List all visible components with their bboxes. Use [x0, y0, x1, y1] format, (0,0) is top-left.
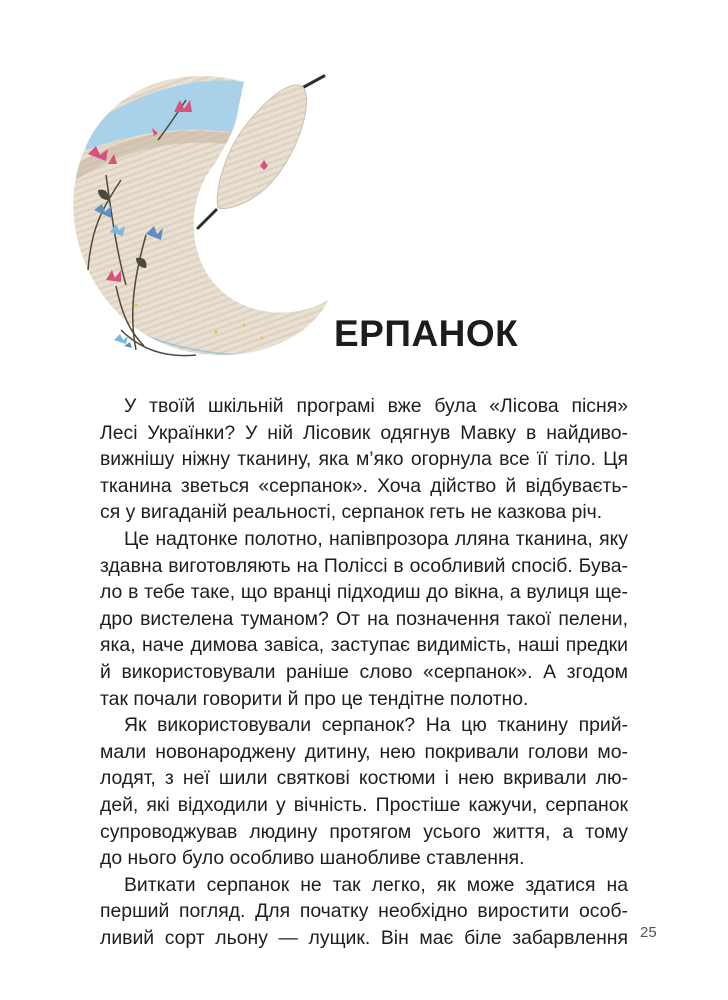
text-line: Виткати серпанок не так легко, як може здатися на [124, 873, 628, 896]
text-line: вижнішу ніжну тканину, яка м’яко огорнула все її тіло. Ця [100, 448, 628, 471]
section-title [334, 313, 518, 355]
text-line: ливий сорт льону — лущик. Він має біле забарвлення [100, 926, 628, 949]
text-line: й використовували раніше слово «серпанок». А згодом [100, 660, 628, 683]
text-line: дро вистелена туманом? От на позначення такої пелени, [100, 607, 628, 630]
text-line: Це надтонке полотно, напівпрозора лляна тканина, яку [124, 527, 628, 550]
body-text [100, 393, 628, 951]
paragraph [100, 393, 628, 526]
text-line: дей, які відходили у вічність. Простіше кажучи, серпанок [100, 793, 628, 816]
text-line: мали новонароджену дитину, нею покривали голови мо- [100, 740, 628, 763]
text-line: лодят, з неї шили святкові костюми і нею вкривали лю- [100, 767, 628, 790]
text-line: здавна виготовляють на Поліссі в особливий спосіб. Бува- [100, 554, 628, 577]
illustrated-letter-s [66, 70, 336, 370]
text-line: Лесі Українки? У ній Лісовик одягнув Мавку в найдиво- [100, 421, 628, 444]
text-line: ся у вигаданій реальності, серпанок геть не казкова річ. [100, 501, 603, 524]
page-number: 25 [640, 924, 657, 941]
text-line: до нього було особливо шанобливе ставлення. [100, 847, 525, 870]
text-line: яка, наче димова завіса, заступає видимість, наші предки [100, 634, 628, 657]
paragraph [100, 712, 628, 872]
title-rest-letters: ЕРПАНОК [334, 313, 519, 354]
text-line: перший погляд. Для початку необхідно виростити особ- [100, 900, 628, 923]
text-line: ло в тебе таке, що вранці підходиш до вікна, а вулиця ще- [100, 581, 628, 604]
text-line: супроводжував людину протягом усього життя, а тому [100, 820, 628, 843]
paragraph [100, 872, 628, 952]
text-line: так почали говорити й про це тендітне полотно. [100, 687, 529, 710]
text-line: У твоїй шкільній програмі вже була «Лісова пісня» [124, 395, 628, 417]
paragraph [100, 526, 628, 712]
text-line: Як використовували серпанок? На цю тканину прий- [124, 714, 628, 737]
text-line: тканина зветься «серпанок». Хоча дійство й відбуваєть- [100, 474, 628, 497]
